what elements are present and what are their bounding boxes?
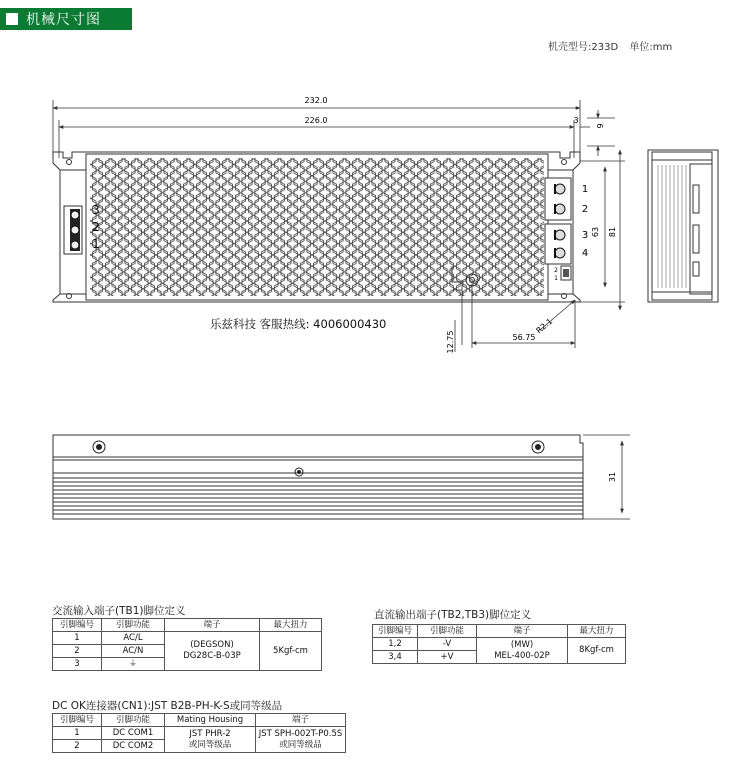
function-cell: -V [418, 638, 477, 651]
input-pin-3: 3 [92, 203, 100, 217]
terminal-brand: (DEGSON) [190, 640, 234, 650]
housing-cell [165, 727, 256, 753]
housing-model: JST PHR-2 [189, 728, 231, 739]
ground-symbol-icon: ⏚ [102, 658, 165, 671]
pin-cell: 2 [53, 645, 102, 658]
table-header: 端子 [256, 714, 346, 727]
table-header: 引脚编号 [373, 625, 418, 638]
terminal-model: DG28C-B-03P [183, 651, 241, 661]
dim-9: 9 [596, 123, 605, 129]
torque-cell: 8Kgf-cm [568, 638, 626, 664]
terminal-model: MEL-400-02P [494, 650, 550, 661]
pin-cell: 1 [53, 632, 102, 645]
table-header: 引脚编号 [53, 714, 102, 727]
unit-label: 单位:mm [629, 42, 673, 53]
terminal-brand: (MW) [510, 639, 534, 650]
pin-cell: 3,4 [373, 651, 418, 664]
cn1-pin-2: 2 [554, 267, 558, 274]
side-view-drawing [0, 425, 732, 535]
dim-31: 31 [608, 471, 617, 483]
dc-output-table [372, 624, 626, 664]
table-header: 最大扭力 [568, 625, 626, 638]
table-header: Mating Housing [165, 714, 256, 727]
pin-cell: 1,2 [373, 638, 418, 651]
dim-3: 3 [573, 116, 579, 125]
output-pin-2: 2 [581, 204, 589, 215]
pin-cell: 1 [53, 727, 102, 740]
hotline-text: 乐兹科技 客服热线: 4006000430 [210, 317, 387, 331]
dim-232: 232.0 [304, 96, 328, 105]
function-cell: AC/L [102, 632, 165, 645]
cn1-table-caption: DC OK连接器(CN1):JST B2B-PH-K-S或同等级品 [52, 700, 283, 712]
output-pin-4: 4 [581, 248, 589, 259]
input-terminal-block [64, 206, 82, 254]
output-pin-1: 1 [581, 184, 589, 195]
case-model: 机壳型号:233D [548, 42, 619, 53]
cn1-connector [561, 266, 571, 280]
pin-cell: 2 [53, 740, 102, 753]
heatsink-fins [53, 473, 583, 514]
terminal-equivalent: 或同等级品 [279, 739, 322, 750]
terminal-cell [477, 638, 568, 664]
dim-r2-1: R2.1 [534, 316, 555, 336]
table-row [53, 632, 322, 645]
table-header: 端子 [477, 625, 568, 638]
table-row [53, 727, 346, 740]
dc-table-caption: 直流输出端子(TB2,TB3)脚位定义 [374, 609, 532, 621]
table-header: 引脚编号 [53, 619, 102, 632]
cn1-table [52, 713, 346, 753]
dim-12-75: 12.75 [446, 330, 455, 354]
end-view [648, 150, 718, 302]
dim-81: 81 [608, 226, 617, 238]
table-header: 最大扭力 [260, 619, 322, 632]
table-row [373, 638, 626, 651]
top-view-drawing [0, 0, 732, 360]
table-header: 引脚功能 [102, 619, 165, 632]
torque-cell: 5Kgf-cm [260, 632, 322, 671]
housing-equivalent: 或同等级品 [188, 739, 232, 750]
function-cell: +V [418, 651, 477, 664]
cn1-pin-1: 1 [554, 275, 558, 282]
section-title: 机械尺寸图 [26, 12, 101, 28]
terminal-cell [256, 727, 346, 753]
function-cell: AC/N [102, 645, 165, 658]
table-header: 引脚功能 [102, 714, 165, 727]
ac-table-caption: 交流输入端子(TB1)脚位定义 [52, 605, 186, 617]
dim-63: 63 [591, 226, 600, 238]
output-pin-3: 3 [581, 230, 589, 241]
table-header: 引脚功能 [418, 625, 477, 638]
output-terminal-block [545, 178, 571, 264]
function-cell: DC COM1 [102, 727, 165, 740]
table-header: 端子 [165, 619, 260, 632]
input-pin-2: 2 [92, 220, 100, 234]
terminal-cell [165, 632, 260, 671]
dim-56-75: 56.75 [512, 333, 536, 342]
terminal-model: JST SPH-002T-P0.5S [258, 728, 343, 739]
ac-input-table [52, 618, 322, 671]
input-pin-1: 1 [92, 237, 100, 251]
function-cell: DC COM2 [102, 740, 165, 753]
pin-cell: 3 [53, 658, 102, 671]
dim-226: 226.0 [304, 116, 328, 125]
